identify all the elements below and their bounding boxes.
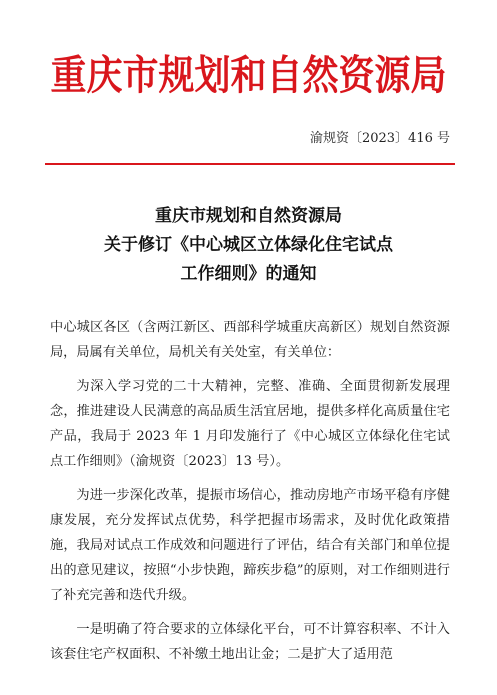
paragraph-2: 为进一步深化改革，提振市场信心，推动房地产市场平稳有序健康发展，充分发挥试点优势，科学把握市场需求，及时优化政策措施，我局对试点工作成效和问题进行了评估，结合有关部门和单位提出的意见建议，按照“小步快跑，蹄疾步稳”的原则，对工作细则进行了补充完善和迭代升级。 xyxy=(50,488,450,603)
masthead-org-name: 重庆市规划和自然资源局 xyxy=(50,53,447,100)
paragraph-3: 一是明确了符合要求的立体绿化平台，可不计算容积率、不计入该套住宅产权面积、不补缴土地出让金；二是扩大了适用范 xyxy=(50,622,450,662)
paragraph-1: 为深入学习党的二十大精神，完整、准确、全面贯彻新发展理念，推进建设人民满意的高品质生活宜居地，提供多样化高质量住宅产品，我局于 2023 年 1 月印发施行了《中心城区立体绿化住宅试点工作细则》（渝规资〔2023〕13 号）。 xyxy=(50,379,450,469)
document-number: 渝规资〔2023〕416 号 xyxy=(309,131,450,146)
notice-body xyxy=(50,315,450,676)
salutation: 中心城区各区（含两江新区、西部科学城重庆高新区）规划自然资源局，局属有关单位，局机关有关处室，有关单位： xyxy=(50,320,450,360)
title-line-2: 关于修订《中心城区立体绿化住宅试点 xyxy=(104,235,393,255)
title-line-1: 重庆市规划和自然资源局 xyxy=(155,206,342,226)
title-line-3: 工作细则》的通知 xyxy=(180,264,317,284)
red-separator-line xyxy=(45,163,455,165)
notice-title xyxy=(0,202,497,289)
